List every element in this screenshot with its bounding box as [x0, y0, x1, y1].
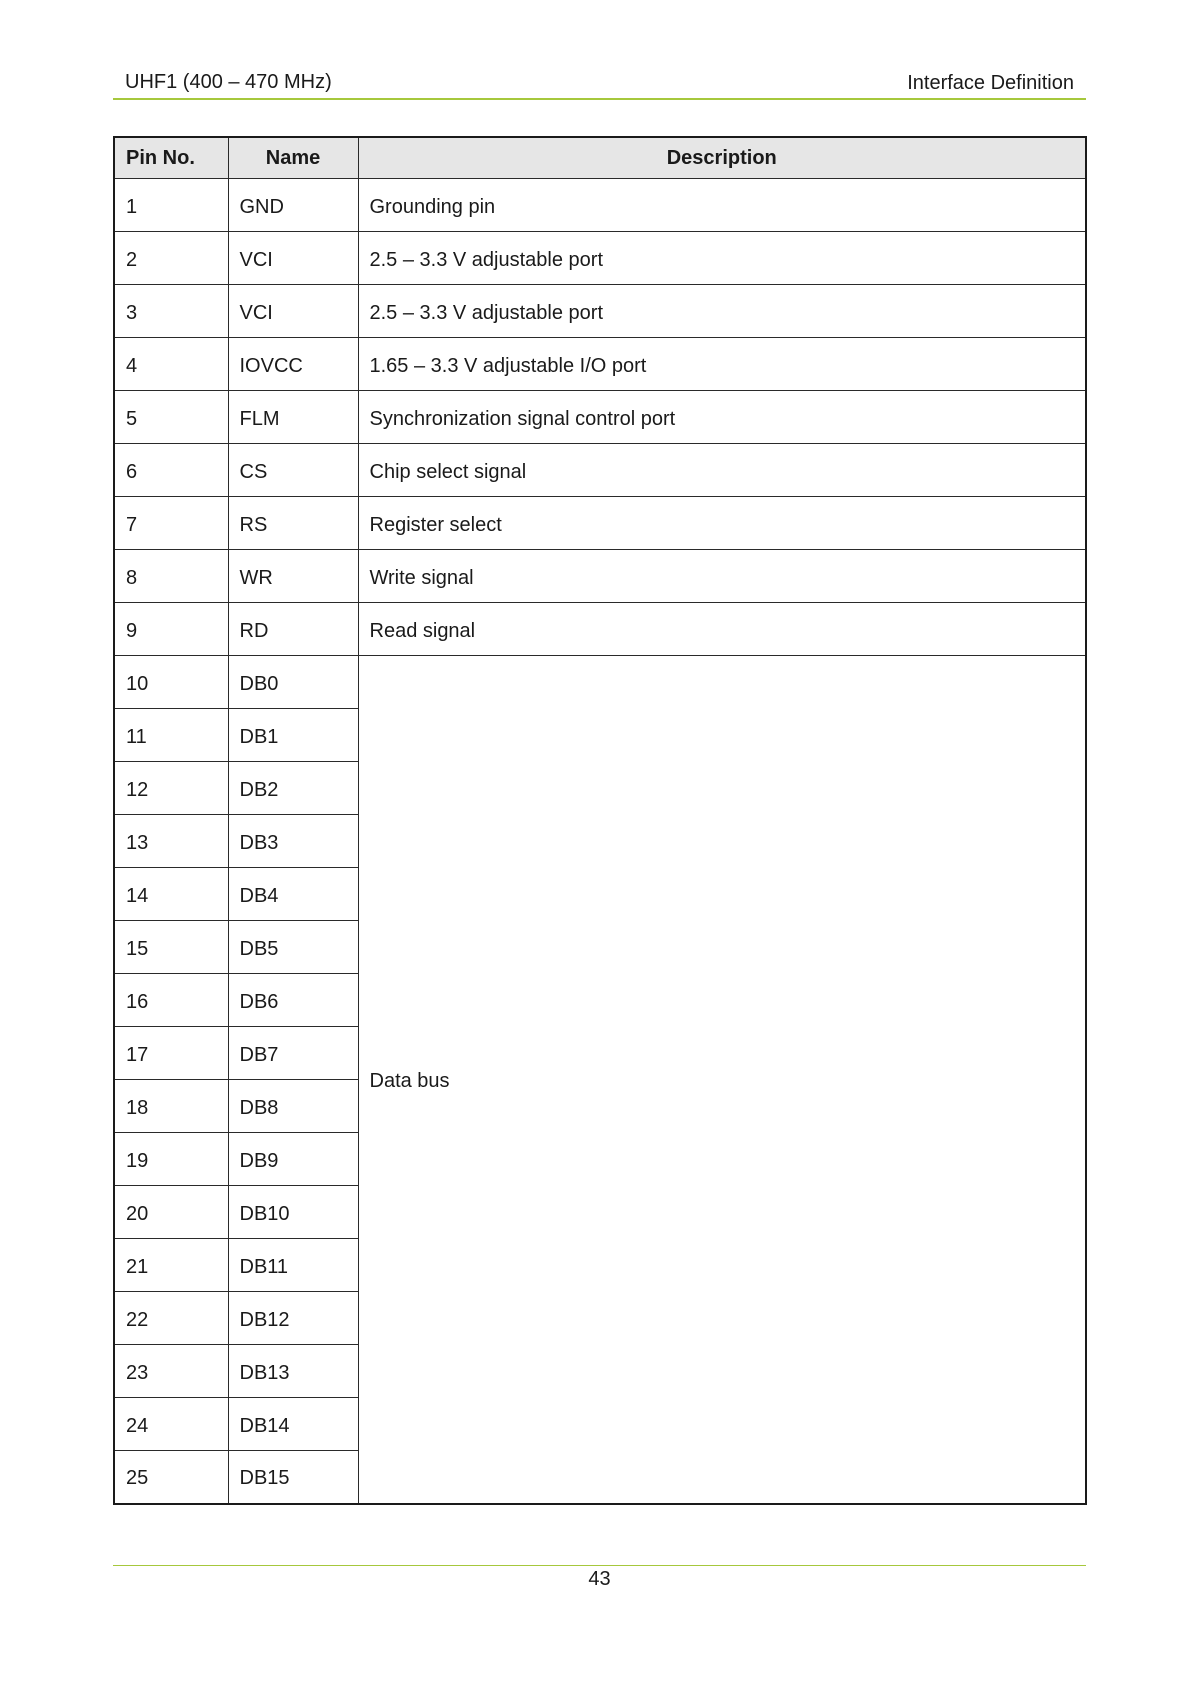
pin-description-cell: Chip select signal — [358, 444, 1086, 497]
pin-name-cell: DB3 — [228, 815, 358, 868]
pin-description-cell: Data bus — [358, 656, 1086, 1504]
pin-number-cell: 21 — [114, 1239, 228, 1292]
pin-description-cell: Register select — [358, 497, 1086, 550]
pin-number-cell: 8 — [114, 550, 228, 603]
column-header-name: Name — [228, 137, 358, 179]
pin-number-cell: 23 — [114, 1345, 228, 1398]
pin-name-cell: DB8 — [228, 1080, 358, 1133]
pin-name-cell: DB7 — [228, 1027, 358, 1080]
pin-name-cell: IOVCC — [228, 338, 358, 391]
pin-description-cell: 2.5 – 3.3 V adjustable port — [358, 285, 1086, 338]
pin-name-cell: DB11 — [228, 1239, 358, 1292]
pin-number-cell: 3 — [114, 285, 228, 338]
pin-number-cell: 7 — [114, 497, 228, 550]
pin-description-cell: Read signal — [358, 603, 1086, 656]
table-row — [114, 656, 1086, 709]
pin-number-cell: 15 — [114, 921, 228, 974]
pin-name-cell: DB13 — [228, 1345, 358, 1398]
table-row — [114, 338, 1086, 391]
pin-name-cell: DB1 — [228, 709, 358, 762]
table-row — [114, 391, 1086, 444]
pin-number-cell: 20 — [114, 1186, 228, 1239]
pin-number-cell: 10 — [114, 656, 228, 709]
pin-number-cell: 11 — [114, 709, 228, 762]
pin-name-cell: DB14 — [228, 1398, 358, 1451]
pin-number-cell: 2 — [114, 232, 228, 285]
pin-name-cell: DB2 — [228, 762, 358, 815]
pin-name-cell: GND — [228, 179, 358, 232]
pin-definition-table — [113, 136, 1087, 1505]
pin-description-cell: Write signal — [358, 550, 1086, 603]
table-header-row — [114, 137, 1086, 179]
pin-name-cell: RD — [228, 603, 358, 656]
pin-name-cell: DB10 — [228, 1186, 358, 1239]
pin-name-cell: CS — [228, 444, 358, 497]
pin-number-cell: 19 — [114, 1133, 228, 1186]
table-row — [114, 179, 1086, 232]
pin-description-cell: 2.5 – 3.3 V adjustable port — [358, 232, 1086, 285]
pin-name-cell: DB0 — [228, 656, 358, 709]
pin-name-cell: DB5 — [228, 921, 358, 974]
pin-name-cell: VCI — [228, 285, 358, 338]
pin-number-cell: 25 — [114, 1451, 228, 1504]
table-row — [114, 285, 1086, 338]
pin-number-cell: 24 — [114, 1398, 228, 1451]
table-body — [114, 179, 1086, 1504]
pin-description-cell: 1.65 – 3.3 V adjustable I/O port — [358, 338, 1086, 391]
pin-number-cell: 16 — [114, 974, 228, 1027]
table-row — [114, 603, 1086, 656]
column-header-description: Description — [358, 137, 1086, 179]
page-footer-rule — [113, 1565, 1086, 1566]
pin-name-cell: VCI — [228, 232, 358, 285]
pin-description-cell: Synchronization signal control port — [358, 391, 1086, 444]
pin-number-cell: 6 — [114, 444, 228, 497]
pin-name-cell: DB6 — [228, 974, 358, 1027]
pin-number-cell: 4 — [114, 338, 228, 391]
pin-number-cell: 9 — [114, 603, 228, 656]
pin-number-cell: 13 — [114, 815, 228, 868]
pin-name-cell: WR — [228, 550, 358, 603]
pin-number-cell: 14 — [114, 868, 228, 921]
pin-number-cell: 18 — [114, 1080, 228, 1133]
document-title: UHF1 (400 – 470 MHz) — [125, 71, 332, 93]
pin-name-cell: DB12 — [228, 1292, 358, 1345]
pin-name-cell: DB4 — [228, 868, 358, 921]
table-row — [114, 550, 1086, 603]
table-row — [114, 444, 1086, 497]
pin-number-cell: 1 — [114, 179, 228, 232]
pin-name-cell: DB15 — [228, 1451, 358, 1504]
pin-name-cell: FLM — [228, 391, 358, 444]
pin-number-cell: 5 — [114, 391, 228, 444]
page-number: 43 — [588, 1568, 611, 1590]
pin-name-cell: DB9 — [228, 1133, 358, 1186]
section-title: Interface Definition — [907, 72, 1074, 94]
column-header-pin: Pin No. — [114, 137, 228, 179]
table-row — [114, 497, 1086, 550]
pin-number-cell: 17 — [114, 1027, 228, 1080]
page-header — [113, 66, 1086, 100]
pin-number-cell: 12 — [114, 762, 228, 815]
pin-name-cell: RS — [228, 497, 358, 550]
table-row — [114, 232, 1086, 285]
pin-number-cell: 22 — [114, 1292, 228, 1345]
pin-description-cell: Grounding pin — [358, 179, 1086, 232]
